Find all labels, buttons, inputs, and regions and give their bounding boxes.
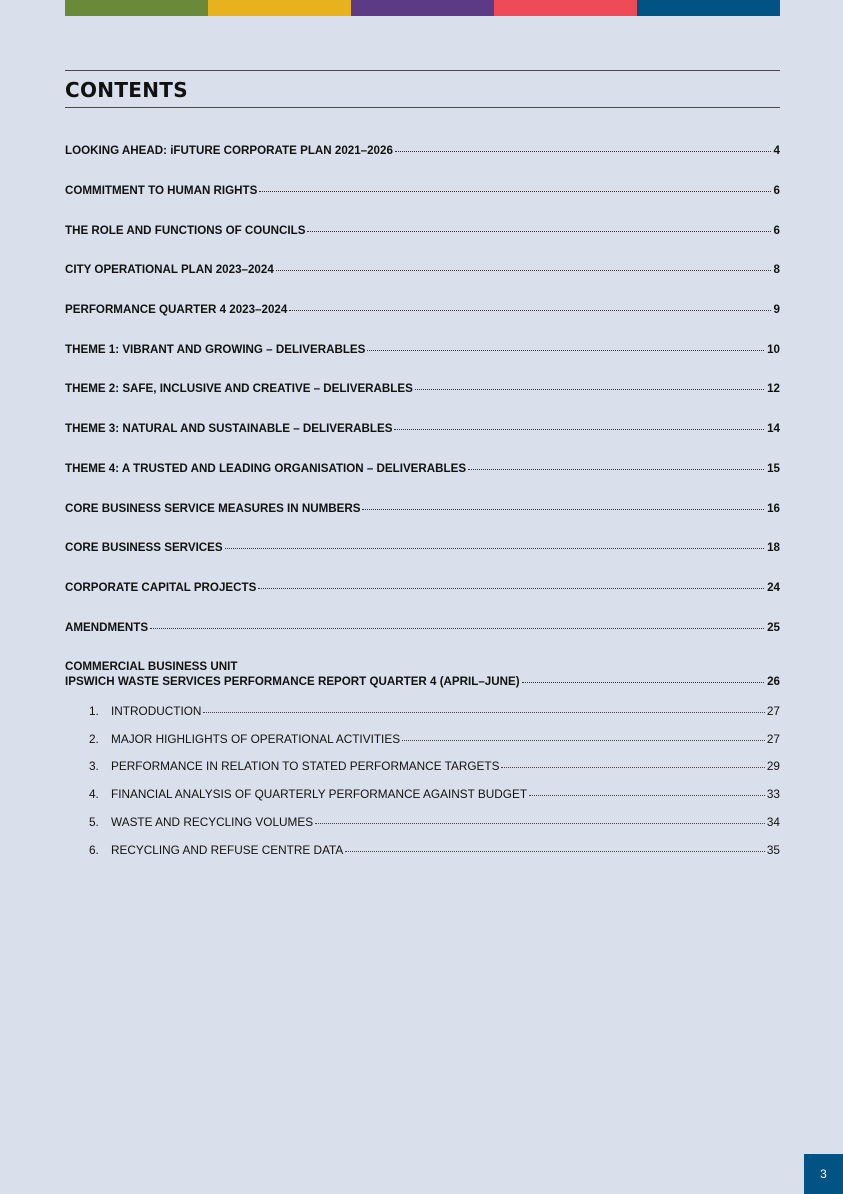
toc-entry-theme-1[interactable] — [65, 343, 780, 356]
toc-entry-theme-3[interactable] — [65, 422, 780, 435]
subentry-number: 2. — [89, 732, 99, 746]
dot-leader — [522, 681, 765, 683]
toc-entry-performance-q4[interactable] — [65, 303, 780, 316]
subentry-page: 33 — [766, 787, 780, 801]
subentry-page: 34 — [766, 815, 780, 829]
dot-leader — [315, 822, 765, 824]
toc-entry-title: CITY OPERATIONAL PLAN 2023–2024 — [65, 263, 274, 276]
toc-entry-amendments[interactable] — [65, 621, 780, 634]
toc-entry-page: 6 — [773, 224, 780, 237]
dot-leader — [468, 468, 764, 470]
toc-entry-title: THEME 4: A TRUSTED AND LEADING ORGANISATION – DELIVERABLES — [65, 462, 467, 475]
toc-entry-page: 16 — [767, 502, 780, 515]
dot-leader — [362, 508, 764, 510]
dot-leader — [415, 388, 764, 390]
toc-entry-title: THEME 1: VIBRANT AND GROWING – DELIVERABLES — [65, 343, 366, 356]
dot-leader — [395, 150, 771, 152]
toc-entry-theme-4[interactable] — [65, 462, 780, 475]
toc-entry-page: 8 — [773, 263, 780, 276]
toc-subentry-introduction[interactable] — [89, 704, 780, 718]
dot-leader — [367, 349, 764, 351]
dot-leader — [307, 230, 770, 232]
dot-leader — [394, 428, 764, 430]
dot-leader — [501, 766, 764, 768]
dot-leader — [258, 587, 764, 589]
toc-entry-human-rights[interactable] — [65, 184, 780, 197]
toc-subentry-highlights[interactable] — [89, 732, 780, 746]
subentry-page: 27 — [766, 704, 780, 718]
dot-leader — [345, 850, 765, 852]
toc-entry-title: PERFORMANCE QUARTER 4 2023–2024 — [65, 303, 288, 316]
toc-entry-commercial-business-unit[interactable] — [65, 660, 780, 688]
toc-entry-service-measures[interactable] — [65, 502, 780, 515]
subentry-number: 3. — [89, 759, 99, 773]
toc-entry-title: AMENDMENTS — [65, 621, 149, 634]
toc-entry-page: 18 — [767, 541, 780, 554]
toc-entry-page: 4 — [773, 144, 780, 157]
subentry-title: FINANCIAL ANALYSIS OF QUARTERLY PERFORMANCE AGAINST BUDGET — [111, 787, 528, 801]
toc-entry-title: COMMITMENT TO HUMAN RIGHTS — [65, 184, 258, 197]
dot-leader — [276, 269, 771, 271]
toc-entry-role-functions[interactable] — [65, 224, 780, 237]
subentry-number: 1. — [89, 704, 99, 718]
subentry-title: INTRODUCTION — [111, 704, 202, 718]
page-title: CONTENTS — [65, 78, 188, 102]
page-number: 3 — [820, 1167, 827, 1181]
toc-entry-looking-ahead[interactable] — [65, 144, 780, 157]
toc-entry-title: CORE BUSINESS SERVICE MEASURES IN NUMBERS — [65, 502, 361, 515]
dot-leader — [402, 739, 765, 741]
subentry-number: 6. — [89, 843, 99, 857]
dot-leader — [529, 794, 765, 796]
subentry-title: MAJOR HIGHLIGHTS OF OPERATIONAL ACTIVITIES — [111, 732, 401, 746]
toc-entry-page: 25 — [767, 621, 780, 634]
subentry-page: 27 — [766, 732, 780, 746]
toc-entry-title-row — [65, 675, 780, 688]
toc-entry-page: 6 — [773, 184, 780, 197]
subentry-title: RECYCLING AND REFUSE CENTRE DATA — [111, 843, 344, 857]
toc-entry-title: IPSWICH WASTE SERVICES PERFORMANCE REPORT QUARTER 4 (APRIL–JUNE) — [65, 675, 520, 688]
toc-entry-title: CORE BUSINESS SERVICES — [65, 541, 223, 554]
toc-entry-core-services[interactable] — [65, 541, 780, 554]
toc-entry-heading: COMMERCIAL BUSINESS UNIT — [65, 660, 238, 673]
toc-subentry-waste-volumes[interactable] — [89, 815, 780, 829]
toc-entry-page: 14 — [767, 422, 780, 435]
toc-entry-title: CORPORATE CAPITAL PROJECTS — [65, 581, 257, 594]
dot-leader — [259, 190, 770, 192]
toc-entry-title: THEME 3: NATURAL AND SUSTAINABLE – DELIVERABLES — [65, 422, 393, 435]
subentry-number: 4. — [89, 787, 99, 801]
dot-leader — [150, 627, 764, 629]
dot-leader — [225, 547, 764, 549]
toc-entry-page: 15 — [767, 462, 780, 475]
toc-entry-page: 12 — [767, 382, 780, 395]
toc-entry-capital-projects[interactable] — [65, 581, 780, 594]
toc-entry-operational-plan[interactable] — [65, 263, 780, 276]
subentry-title: PERFORMANCE IN RELATION TO STATED PERFORMANCE TARGETS — [111, 759, 500, 773]
toc-entry-title: LOOKING AHEAD: iFUTURE CORPORATE PLAN 2021–2026 — [65, 144, 393, 157]
toc-entry-page: 26 — [767, 675, 780, 688]
toc-entry-page: 9 — [773, 303, 780, 316]
toc-entry-page: 10 — [767, 343, 780, 356]
page-number-badge — [804, 1154, 843, 1194]
toc-subentry-performance-targets[interactable] — [89, 759, 780, 773]
dot-leader — [203, 711, 764, 713]
toc-entry-page: 24 — [767, 581, 780, 594]
subentry-number: 5. — [89, 815, 99, 829]
toc-entry-title: THE ROLE AND FUNCTIONS OF COUNCILS — [65, 224, 306, 237]
subentry-page: 29 — [766, 759, 780, 773]
toc-subentry-financial-analysis[interactable] — [89, 787, 780, 801]
toc-entry-title: THEME 2: SAFE, INCLUSIVE AND CREATIVE – DELIVERABLES — [65, 382, 413, 395]
subentry-page: 35 — [766, 843, 780, 857]
toc-subentry-refuse-centre-data[interactable] — [89, 843, 780, 857]
dot-leader — [289, 309, 770, 311]
table-of-contents — [65, 0, 780, 1194]
toc-entry-theme-2[interactable] — [65, 382, 780, 395]
subentry-title: WASTE AND RECYCLING VOLUMES — [111, 815, 314, 829]
